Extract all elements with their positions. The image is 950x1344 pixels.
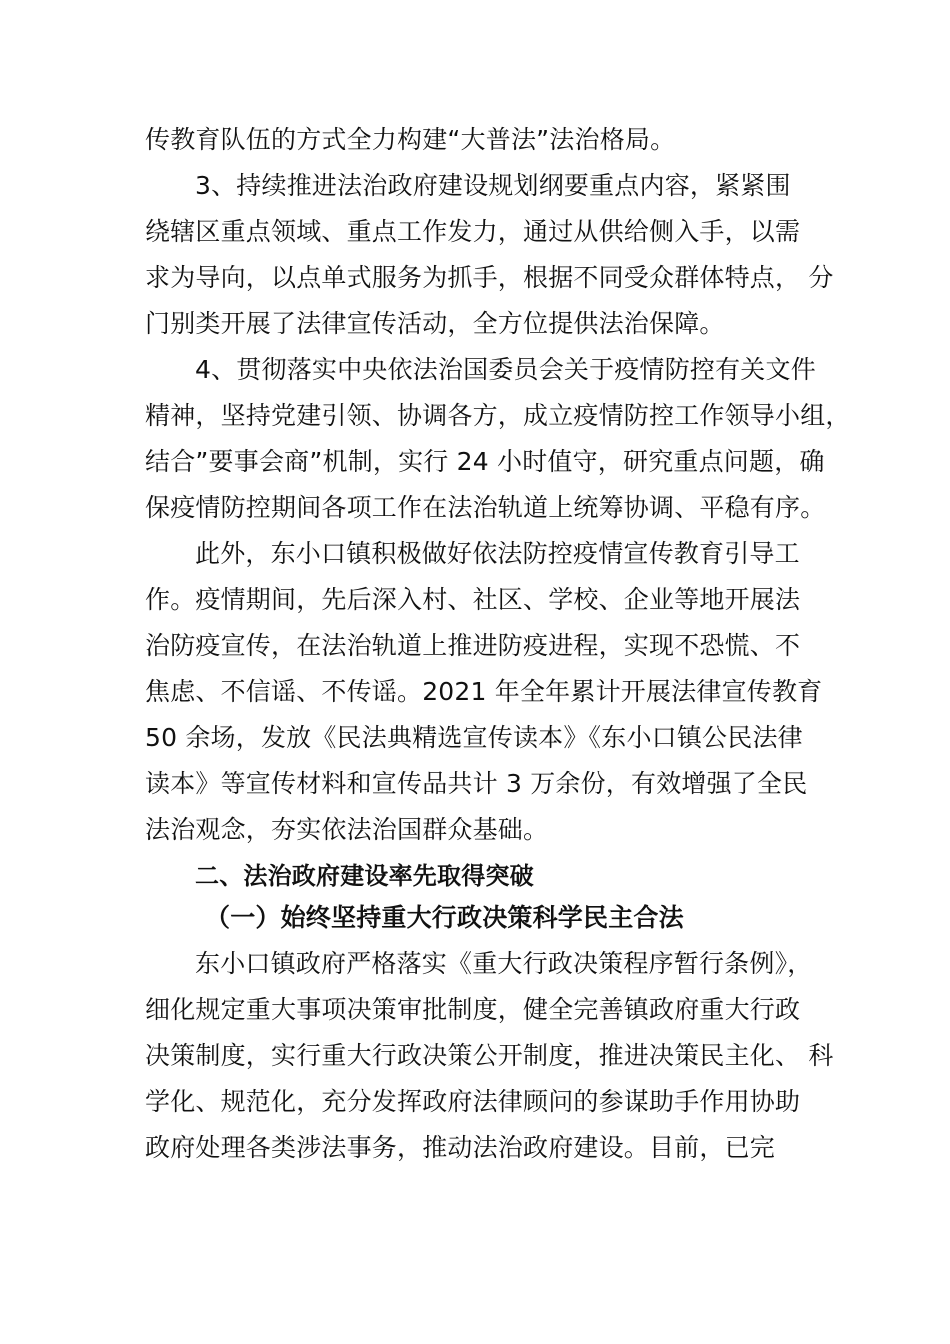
paragraph-line: 求为导向，以点单式服务为抓手，根据不同受众群体特点， 分 <box>145 263 834 292</box>
paragraph-line: 学化、规范化，充分发挥政府法律顾问的参谋助手作用协助 <box>145 1087 801 1116</box>
section-heading: 二、法治政府建设率先取得突破 <box>195 862 534 890</box>
paragraph-line: 决策制度，实行重大行政决策公开制度，推进决策民主化、 科 <box>145 1041 834 1070</box>
paragraph-line: 结合”要事会商”机制，实行 24 小时值守，研究重点问题，确 <box>145 447 825 476</box>
paragraph-line: 此外，东小口镇积极做好依法防控疫情宣传教育引导工 <box>195 539 800 568</box>
paragraph-line: 门别类开展了法律宣传活动，全方位提供法治保障。 <box>145 309 725 338</box>
paragraph-line: 细化规定重大事项决策审批制度，健全完善镇政府重大行政 <box>145 995 801 1024</box>
paragraph-line: 东小口镇政府严格落实《重大行政决策程序暂行条例》， <box>195 949 813 978</box>
paragraph-line: 传教育队伍的方式全力构建“大普法”法治格局。 <box>145 125 676 154</box>
paragraph-line: 作。疫情期间，先后深入村、社区、学校、企业等地开展法 <box>145 585 801 614</box>
paragraph-line: 保疫情防控期间各项工作在法治轨道上统筹协调、平稳有序。 <box>145 493 826 522</box>
paragraph-line: 法治观念，夯实依法治国群众基础。 <box>145 815 549 844</box>
paragraph-line: 焦虑、不信谣、不传谣。2021 年全年累计开展法律宣传教育 <box>145 677 823 706</box>
paragraph-line: 治防疫宣传，在法治轨道上推进防疫进程，实现不恐慌、不 <box>145 631 801 660</box>
subsection-heading: （一）始终坚持重大行政决策科学民主合法 <box>205 903 684 932</box>
paragraph-line: 50 余场，发放《民法典精选宣传读本》《东小口镇公民法律 <box>145 723 803 752</box>
paragraph-line: 读本》等宣传材料和宣传品共计 3 万余份，有效增强了全民 <box>145 769 808 798</box>
paragraph-line: 政府处理各类涉法事务，推动法治政府建设。目前，已完 <box>145 1133 776 1162</box>
paragraph-line: 4、贯彻落实中央依法治国委员会关于疫情防控有关文件 <box>195 355 816 384</box>
paragraph-line: 精神，坚持党建引领、协调各方，成立疫情防控工作领导小组， <box>145 401 851 430</box>
paragraph-line: 绕辖区重点领域、重点工作发力，通过从供给侧入手，以需 <box>145 217 801 246</box>
paragraph-line: 3、持续推进法治政府建设规划纲要重点内容，紧紧围 <box>195 171 791 200</box>
